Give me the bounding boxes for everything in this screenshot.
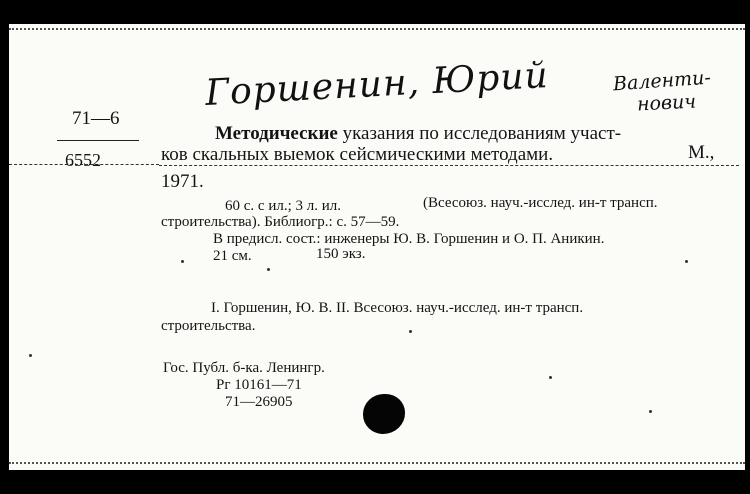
- ink-blot: [363, 394, 405, 434]
- handwritten-author-name: Горшенин, Юрий: [204, 55, 550, 114]
- tracings-line-1: I. Горшенин, Ю. В. II. Всесоюз. науч.-исслед. ин-т трансп.: [211, 300, 584, 316]
- handwritten-patronymic-line1: Валенти-: [612, 66, 712, 96]
- print-run: 150 экз.: [316, 246, 366, 262]
- speck: [267, 268, 270, 271]
- collation-series-cont: строительства). Библиогр.: с. 57—59.: [161, 214, 400, 230]
- registration-number-1: Рг 10161—71: [216, 377, 302, 393]
- speck: [685, 260, 688, 263]
- title-line-2: ков скальных выемок сейсмическими методами.: [161, 144, 554, 165]
- title-bold-word: Методические: [215, 123, 338, 144]
- compilers-note: В предисл. сост.: инженеры Ю. В. Горшенин и О. П. Аникин.: [213, 231, 605, 247]
- call-number-top: 71—6: [72, 108, 120, 129]
- catalog-card: [9, 24, 745, 470]
- speck: [549, 376, 552, 379]
- collation-pages: 60 с. с ил.; 3 л. ил.: [225, 198, 341, 214]
- speck: [181, 260, 184, 263]
- registration-number-2: 71—26905: [225, 394, 293, 410]
- call-number-bottom: 6552: [65, 150, 101, 170]
- call-number-rule: [57, 140, 139, 141]
- speck: [649, 410, 652, 413]
- title-line-1: [215, 123, 621, 145]
- title-line-1-text: указания по исследованиям участ-: [342, 123, 622, 144]
- collation-series: (Всесоюз. науч.-исслед. ин-т трансп.: [423, 195, 658, 211]
- publication-year: 1971.: [161, 171, 204, 192]
- speck: [29, 354, 32, 357]
- card-size: 21 см.: [213, 248, 252, 264]
- card-bottom-edge: [9, 462, 745, 464]
- speck: [409, 330, 412, 333]
- tracings-line-2: строительства.: [161, 318, 256, 334]
- handwritten-patronymic-line2: нович: [636, 90, 697, 116]
- title-underline-dash: [159, 165, 739, 166]
- publication-place: М.,: [688, 142, 715, 163]
- card-top-edge: [9, 28, 745, 30]
- library-stamp-text: Гос. Публ. б-ка. Ленингр.: [163, 360, 325, 376]
